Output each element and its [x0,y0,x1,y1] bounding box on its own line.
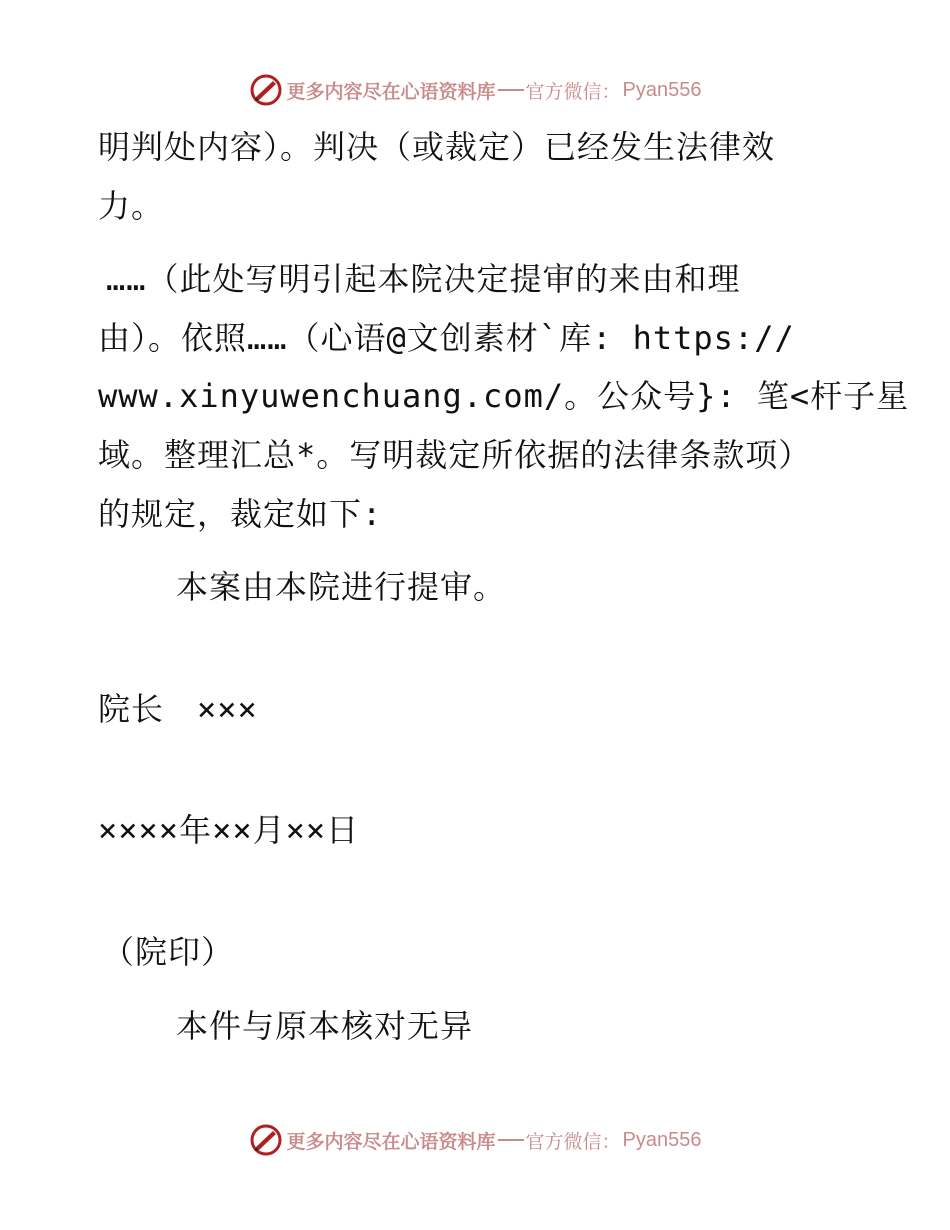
body-line-5: www.xinyuwenchuang.com/。公众号}: 笔<杆子星 [98,377,910,415]
body-line-4: 由）。依照……（心语@文创素材`库: https:// [98,319,795,357]
header-banner-text: 更多内容尽在心语资料库 [286,80,496,103]
footer-banner-text: 更多内容尽在心语资料库 [286,1130,496,1153]
footer-banner [0,1120,950,1160]
court-seal: （院印） [102,933,235,971]
verification-note: 本件与原本核对无异 [176,1007,474,1045]
brand-logo-icon [249,73,283,107]
footer-wechat-id: Pyan556 [622,1128,702,1151]
body-line-3: ……（此处写明引起本院决定提审的来由和理 [106,260,741,298]
date-line: ××××年××月××日 [98,811,360,849]
body-line-7: 的规定，裁定如下: [98,495,383,533]
footer-banner-content [249,1123,702,1157]
ruling-text: 本案由本院进行提审。 [176,568,507,606]
body-line-2: 力。 [98,187,165,225]
header-banner-content [249,73,702,107]
footer-banner-dash [498,1139,524,1141]
header-banner [0,70,950,110]
president-signature: 院长 ××× [98,690,258,728]
footer-wechat-label: 官方微信： [525,1130,621,1153]
header-wechat-id: Pyan556 [622,78,702,101]
body-line-1: 明判处内容）。判决（或裁定）已经发生法律效 [98,128,776,166]
body-line-6: 域。整理汇总*。写明裁定所依据的法律条款项） [98,436,812,474]
brand-logo-icon [249,1123,283,1157]
header-banner-dash [498,89,524,91]
header-wechat-label: 官方微信： [525,80,621,103]
